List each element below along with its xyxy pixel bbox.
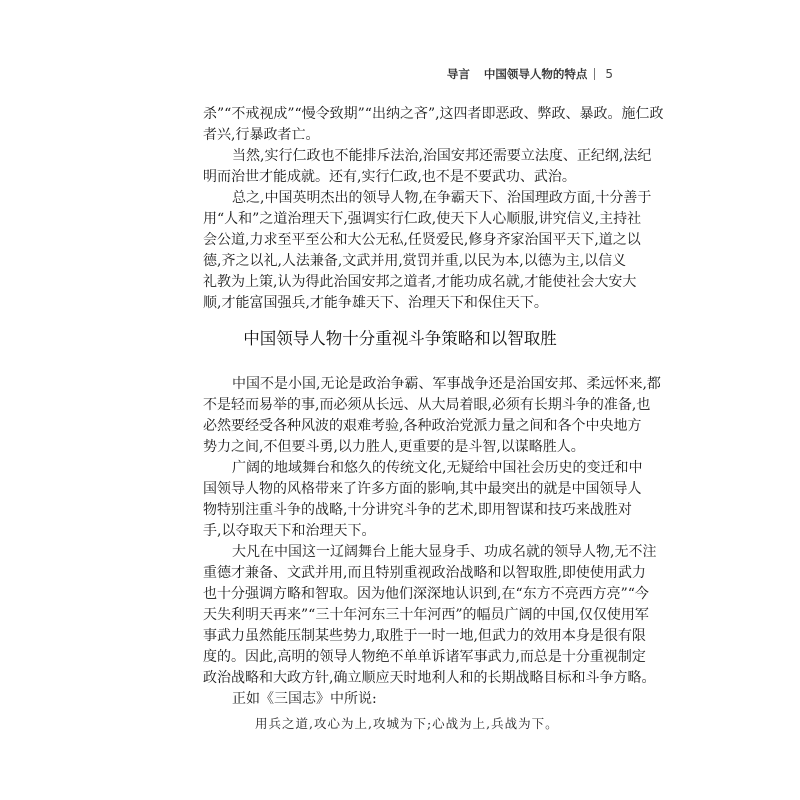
page-number: 5 [605,67,613,81]
section-1-body [203,104,664,314]
text-line: 事武力虽然能压制某些势力,取胜于一时一地,但武力的效用本身是很有限 [203,628,646,644]
text-line: 也十分强调方略和智取。因为他们深深地认识到,在“东方不亮西方亮”“今 [203,586,649,602]
text-line: 度的。因此,高明的领导人物绝不单单诉诸军事武力,而总是十分重视制定 [203,649,646,665]
text-line: 必然要经受各种风波的艰难考验,各种政治党派力量之间和各个中央地方 [203,418,642,434]
text-line: 德,齐之以礼,人法兼备,文武并用,赏罚并重,以民为本,以德为主,以信义 [203,253,627,269]
running-head-divider [594,68,595,80]
paragraph [203,188,652,314]
text-line: 不是轻而易举的事,而必须从长远、从大局着眼,必须有长期斗争的准备,也 [203,397,651,413]
section-heading: 中国领导人物十分重视斗争策略和以智取胜 [243,329,557,348]
text-line: 大凡在中国这一辽阔舞台上能大显身手、功成名就的领导人物,无不注 [232,544,657,560]
text-line: 者兴,行暴政者亡。 [203,127,320,143]
paragraph [203,689,608,710]
running-head-section: 导言 [446,67,470,81]
text-line: 杀”“不戒视成”“慢令致期”“出纳之吝”,这四者即恶政、弊政、暴政。施仁政 [203,106,664,122]
text-line: 政治战略和大政方针,确立顺应天时地利人和的长期战略目标和斗争方略。 [203,670,656,686]
text-line: 重德才兼备、文武并用,而且特别重视政治战略和以智取胜,即使使用武力 [203,565,646,581]
text-line: 明而治世才能成就。还有,实行仁政,也不是不要武功、武治。 [203,169,576,185]
text-line: 用“人和”之道治理天下,强调实行仁政,使天下人心顺服,讲究信义,主持社 [203,211,642,227]
section-2-body [203,374,661,710]
running-head [447,66,613,82]
text-line: 总之,中国英明杰出的领导人物,在争霸天下、治国理政方面,十分善于 [232,190,652,206]
text-line: 物特别注重斗争的战略,十分讲究斗争的艺术,即用智谋和技巧来战胜对 [203,502,632,518]
running-head-chapter: 中国领导人物的特点 [483,67,588,81]
text-line: 会公道,力求至平至公和大公无私,任贤爱民,修身齐家治国平天下,道之以 [203,232,641,248]
paragraph [203,374,661,458]
text-line: 礼教为上策,认为得此治国安邦之道者,才能功成名就,才能使社会大安大 [203,274,637,290]
text-line: 顺,才能富国强兵,才能争雄天下、治理天下和保住天下。 [203,295,548,311]
paragraph [203,146,652,188]
text-line: 势力之间,不但要斗勇,以力胜人,更重要的是斗智,以谋略胜人。 [203,439,585,455]
text-line: 天失利明天再来”“三十年河东三十年河西”的幅员广阔的中国,仅仅使用军 [203,607,649,623]
text-line: 中国不是小国,无论是政治争霸、军事战争还是治国安邦、柔远怀来,都 [232,376,661,392]
paragraph [203,542,657,689]
text-line: 当然,实行仁政也不能排斥法治,治国安邦还需要立法度、正纪纲,法纪 [232,148,652,164]
text-line: 广阔的地域舞台和悠久的传统文化,无疑给中国社会历史的变迁和中 [232,460,643,476]
text-line: 正如《三国志》中所说: [232,691,377,707]
paragraph [203,458,643,542]
paragraph [203,104,664,146]
block-quote: 用兵之道,攻心为上,攻城为下;心战为上,兵战为下。 [255,716,559,731]
text-line: 国领导人物的风格带来了许多方面的影响,其中最突出的就是中国领导人 [203,481,642,497]
text-line: 手,以夺取天下和治理天下。 [203,523,376,539]
